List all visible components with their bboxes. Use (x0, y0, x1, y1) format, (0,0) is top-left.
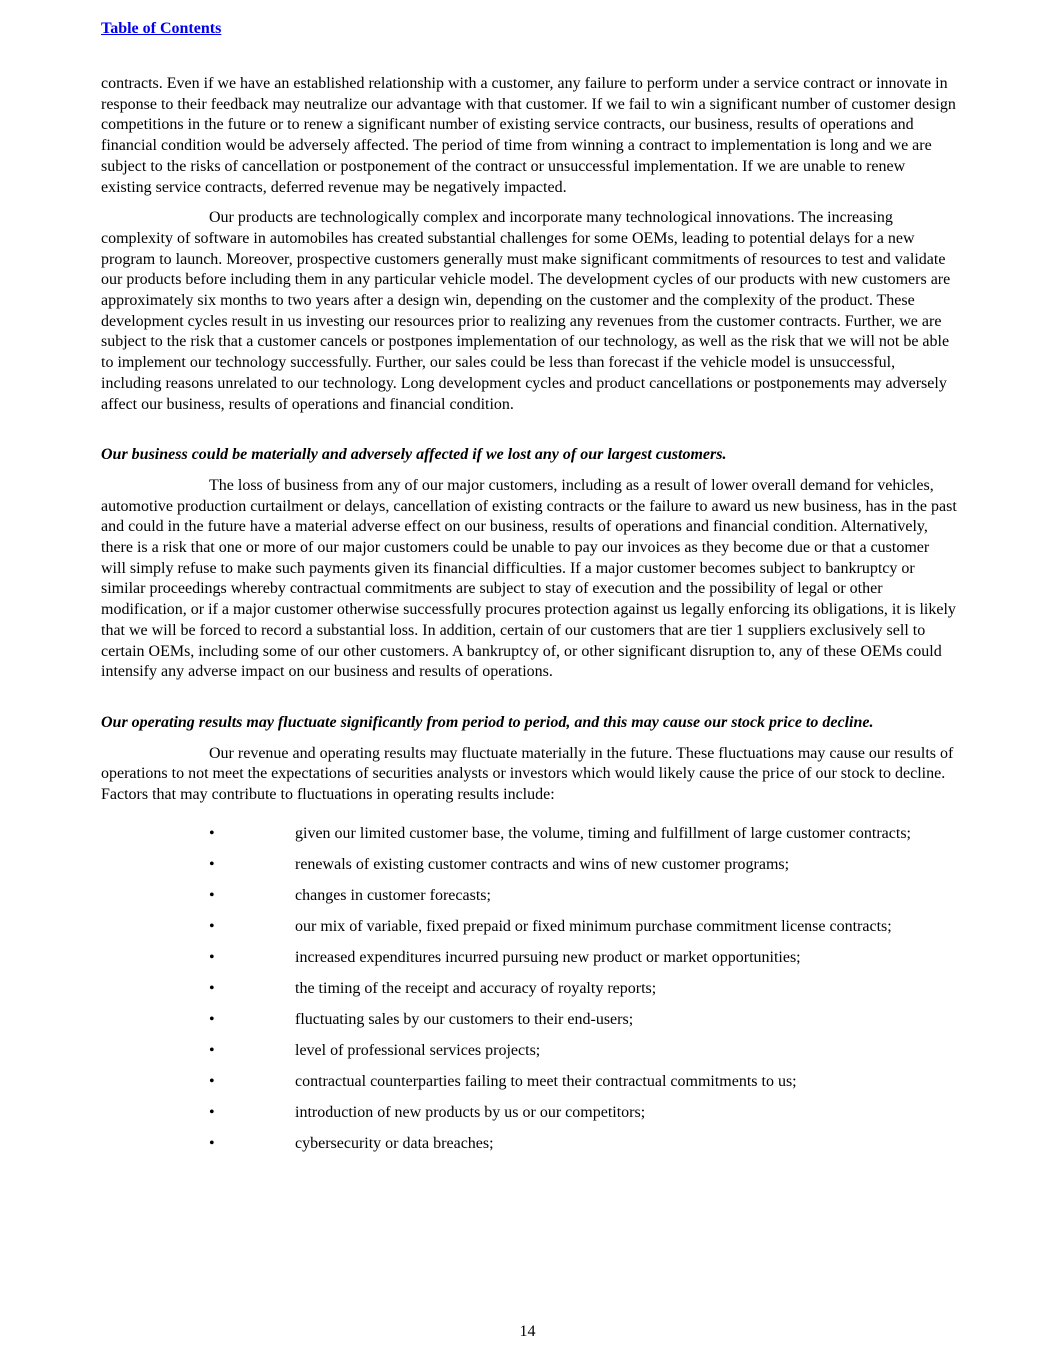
list-item (101, 855, 957, 876)
section-heading-largest-customers: Our business could be materially and adversely affected if we lost any of our largest customers. (101, 446, 727, 464)
list-item-text: introduction of new products by us or our competitors; (295, 1103, 646, 1121)
section-heading-operating-results: Our operating results may fluctuate significantly from period to period, and this may cause our stock price to decline. (101, 713, 874, 731)
bullet-icon: • (209, 979, 215, 997)
list-item-text: our mix of variable, fixed prepaid or fixed minimum purchase commitment license contracts; (295, 917, 892, 935)
bullet-icon: • (209, 1134, 215, 1152)
bullet-icon: • (209, 855, 215, 873)
paragraph-revenue-fluctuation: Our revenue and operating results may fluctuate materially in the future. These fluctuations may cause our results of operations to not meet the expectations of securities analysts or investors which would likely cause the price of our stock to decline. Factors that may contribute to fluctuations in operating results include: (101, 744, 954, 804)
list-item (101, 948, 957, 969)
list-item (101, 1041, 957, 1062)
list-item (101, 979, 957, 1000)
list-item (101, 824, 957, 845)
list-item-text: given our limited customer base, the volume, timing and fulfillment of large customer contracts; (295, 824, 911, 842)
list-item-text: level of professional services projects; (295, 1041, 541, 1059)
document-body (101, 74, 957, 1165)
bullet-icon: • (209, 1041, 215, 1059)
paragraph-products-complex: Our products are technologically complex and incorporate many technological innovations. The increasing complexity of software in automobiles has created substantial challenges for some OEMs, leading to potential delays for a new program to launch. Moreover, prospective customers generally must make significant commitments of resources to test and validate our products before including them in any particular vehicle model. The development cycles of our products with new customers are approximately six months to two years after a design win, depending on the customer and the complexity of the product. These development cycles result in us investing our resources prior to realizing any revenues from the customer contracts. Further, we are subject to the risk that a customer cancels or postpones implementation of our technology, as well as the risk that we will not be able to implement our technology successfully. Further, our sales could be less than forecast if the vehicle model is unsuccessful, including reasons unrelated to our technology. Long development cycles and product cancellations or postponements may adversely affect our business, results of operations and financial condition. (101, 209, 951, 413)
list-item (101, 1134, 957, 1155)
list-item-text: contractual counterparties failing to meet their contractual commitments to us; (295, 1072, 797, 1090)
bullet-icon: • (209, 824, 215, 842)
page-number: 14 (519, 1323, 536, 1340)
list-item-text: cybersecurity or data breaches; (295, 1134, 494, 1152)
list-item (101, 1103, 957, 1124)
list-item (101, 1072, 957, 1093)
paragraph-loss-of-business: The loss of business from any of our major customers, including as a result of lower overall demand for vehicles, automotive production curtailment or delays, cancellation of existing contracts or the failure to award us new business, has in the past and could in the future have a material adverse effect on our business, results of operations and financial condition. Alternatively, there is a risk that one or more of our major customers could be unable to pay our invoices as they become due or that a customer will simply refuse to make such payments given its financial difficulties. If a major customer becomes subject to bankruptcy or similar proceedings whereby contractual commitments are subject to stay of execution and the possibility of legal or other modification, or if a major customer otherwise successfully procures protection against us legally enforcing its obligations, it is likely that we will be forced to record a substantial loss. In addition, certain of our customers that are tier 1 suppliers exclusively sell to certain OEMs, including some of our other customers. A bankruptcy of, or other significant disruption to, any of these OEMs could intensify any adverse impact on our business and results of operations. (101, 476, 957, 681)
bullet-icon: • (209, 917, 215, 935)
bullet-icon: • (209, 1010, 215, 1028)
factors-list (101, 824, 957, 1155)
list-item (101, 886, 957, 907)
table-of-contents-link[interactable]: Table of Contents (101, 20, 222, 37)
bullet-icon: • (209, 948, 215, 966)
paragraph-contracts: contracts. Even if we have an established relationship with a customer, any failure to perform under a service contract or innovate in response to their feedback may neutralize our advantage with that customer. If we fail to win a significant number of customer design competitions in the future or to renew a significant number of existing service contracts, our business, results of operations and financial condition would be adversely affected. The period of time from winning a contract to implementation is long and we are subject to the risks of cancellation or postponement of the contract or unsuccessful implementation. If we are unable to renew existing service contracts, deferred revenue may be negatively impacted. (101, 75, 956, 196)
list-item-text: renewals of existing customer contracts and wins of new customer programs; (295, 855, 790, 873)
list-item-text: increased expenditures incurred pursuing new product or market opportunities; (295, 948, 801, 966)
list-item (101, 917, 957, 938)
bullet-icon: • (209, 1103, 215, 1121)
bullet-icon: • (209, 1072, 215, 1090)
bullet-icon: • (209, 886, 215, 904)
list-item (101, 1010, 957, 1031)
list-item-text: changes in customer forecasts; (295, 886, 491, 904)
list-item-text: fluctuating sales by our customers to their end-users; (295, 1010, 634, 1028)
list-item-text: the timing of the receipt and accuracy of royalty reports; (295, 979, 657, 997)
